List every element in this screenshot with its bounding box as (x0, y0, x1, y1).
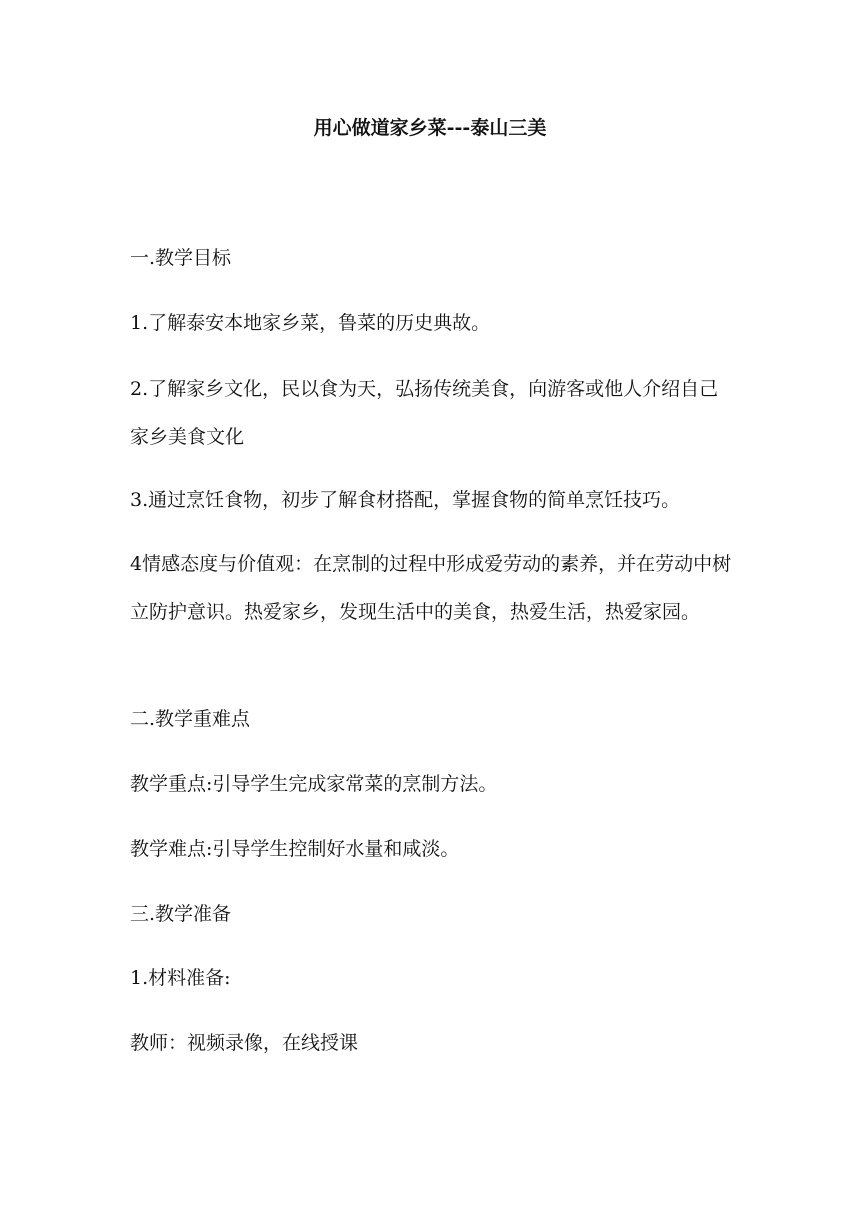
difficult-point-text: 教学难点:引导学生控制好水量和咸淡。 (130, 838, 460, 860)
materials-heading: 1.材料准备: (130, 967, 231, 989)
section-heading-key-difficult: 二.教学重难点 (130, 708, 251, 730)
goal-item-2: 2.了解家乡文化，民以食为天，弘扬传统美食，向游客或他人介绍自己家乡美食文化 (130, 378, 719, 448)
goal-item-1: 1.了解泰安本地家乡菜，鲁菜的历史典故。 (130, 312, 491, 334)
section-heading-goals: 一.教学目标 (130, 247, 232, 269)
section-heading-preparation: 三.教学准备 (130, 903, 232, 925)
goal-item-3: 3.通过烹饪食物，初步了解食材搭配，掌握食物的简单烹饪技巧。 (130, 489, 681, 511)
goal-item-4: 4情感态度与价值观：在烹制的过程中形成爱劳动的素养，并在劳动中树立防护意识。热爱家乡，发现生活中的美食，热爱生活，热爱家园。 (130, 553, 732, 623)
key-point-text: 教学重点:引导学生完成家常菜的烹制方法。 (130, 773, 498, 795)
teacher-preparation-text: 教师：视频录像，在线授课 (130, 1032, 359, 1054)
document-title: 用心做道家乡菜---泰山三美 (313, 117, 547, 139)
